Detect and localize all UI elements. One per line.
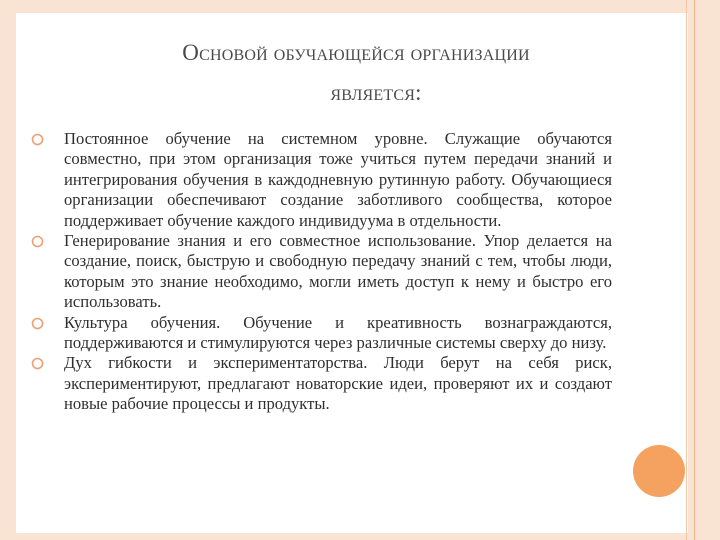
slide-title xyxy=(56,33,656,113)
frame-line-inner xyxy=(686,0,687,540)
bullet-item xyxy=(64,231,612,313)
title-line-2: является: xyxy=(330,80,422,105)
bullet-item xyxy=(64,129,612,231)
bullet-text: Генерирование знания и его совместное использование. Упор делается на создание, поиск, быструю и свободную передачу знаний с тем, чтобы люди, которым это знание необходимо, могли иметь доступ к нему и быстро его использовать. xyxy=(64,231,612,312)
hollow-circle-icon xyxy=(31,317,44,330)
title-line-1: Основой обучающейся организации xyxy=(182,40,530,65)
bullet-item xyxy=(64,313,612,354)
bullet-item xyxy=(64,353,612,414)
hollow-circle-icon xyxy=(31,357,44,370)
hollow-circle-icon xyxy=(31,133,44,146)
bullet-text: Культура обучения. Обучение и креативность вознаграждаются, поддерживаются и стимулируются через различные системы сверху до низу. xyxy=(64,312,612,353)
slide xyxy=(16,13,688,533)
bullet-text: Дух гибкости и экспериментаторства. Люди берут на себя риск, экспериментируют, предлагают новаторские идеи, проверяют их и создают новые рабочие процессы и продукты. xyxy=(64,353,612,414)
bullet-text: Постоянное обучение на системном уровне. Служащие обучаются совместно, при этом организация тоже учиться путем передачи знаний и интегрирования обучения в каждодневную рутинную работу. Обучающиеся организации обеспечивают создание заботливого сообщества, которое поддерживает обучение каждого индивидуума в отдельности. xyxy=(64,129,612,230)
bullet-list xyxy=(64,129,612,415)
orange-circle-decoration xyxy=(633,445,685,497)
hollow-circle-icon xyxy=(31,235,44,248)
frame-line-outer xyxy=(694,0,695,540)
